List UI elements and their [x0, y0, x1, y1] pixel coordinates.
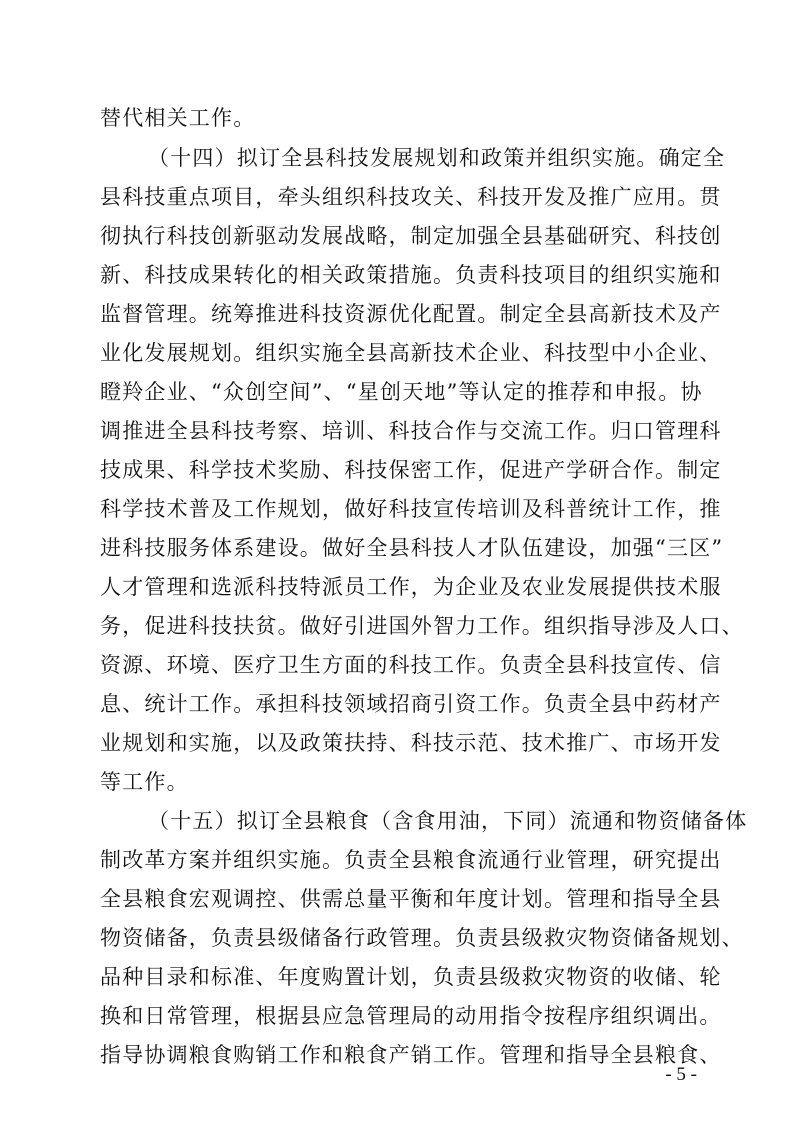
text-line: 县科技重点项目，牵头组织科技攻关、科技开发及推广应用。贯 — [100, 185, 722, 209]
section-14-heading-line: （十四）拟订全县科技发展规划和政策并组织实施。确定全 — [148, 146, 726, 170]
text-line: 进科技服务体系建设。做好全县科技人才队伍建设，加强“三区” — [100, 536, 724, 560]
text-line: 业规划和实施，以及政策扶持、科技示范、技术推广、市场开发 — [100, 731, 722, 755]
text-line: 业化发展规划。组织实施全县高新技术企业、科技型中小企业、 — [100, 341, 722, 365]
text-line: 调推进全县科技考察、培训、科技合作与交流工作。归口管理科 — [100, 419, 722, 443]
text-line: 品种目录和标准、年度购置计划，负责县级救灾物资的收储、轮 — [100, 965, 722, 989]
page-number: - 5 - — [665, 1064, 697, 1085]
text-line: 彻执行科技创新驱动发展战略，制定加强全县基础研究、科技创 — [100, 224, 722, 248]
text-line: 换和日常管理，根据县应急管理局的动用指令按程序组织调出。 — [100, 1004, 722, 1028]
text-line: 人才管理和选派科技特派员工作，为企业及农业发展提供技术服 — [100, 575, 722, 599]
text-line: 等工作。 — [100, 770, 189, 794]
text-line: 息、统计工作。承担科技领域招商引资工作。负责全县中药材产 — [100, 692, 722, 716]
text-line: 全县粮食宏观调控、供需总量平衡和年度计划。管理和指导全县 — [100, 887, 722, 911]
text-line: 技成果、科学技术奖励、科技保密工作，促进产学研合作。制定 — [100, 458, 722, 482]
text-line: 指导协调粮食购销工作和粮食产销工作。管理和指导全县粮食、 — [100, 1043, 722, 1067]
text-line: 瞪羚企业、“众创空间”、“星创天地”等认定的推荐和申报。协 — [100, 380, 703, 404]
section-15-heading-line: （十五）拟订全县粮食（含食用油，下同）流通和物资储备体 — [148, 809, 748, 833]
text-line: 制改革方案并组织实施。负责全县粮食流通行业管理，研究提出 — [100, 848, 722, 872]
text-line: 替代相关工作。 — [100, 106, 256, 130]
text-line: 新、科技成果转化的相关政策措施。负责科技项目的组织实施和 — [100, 263, 722, 287]
text-line: 科学技术普及工作规划，做好科技宣传培训及科普统计工作，推 — [100, 497, 722, 521]
text-line: 物资储备，负责县级储备行政管理。负责县级救灾物资储备规划、 — [100, 926, 744, 950]
text-line: 资源、环境、医疗卫生方面的科技工作。负责全县科技宣传、信 — [100, 653, 722, 677]
text-line: 监督管理。统筹推进科技资源优化配置。制定全县高新技术及产 — [100, 302, 722, 326]
text-line: 务，促进科技扶贫。做好引进国外智力工作。组织指导涉及人口、 — [100, 614, 744, 638]
